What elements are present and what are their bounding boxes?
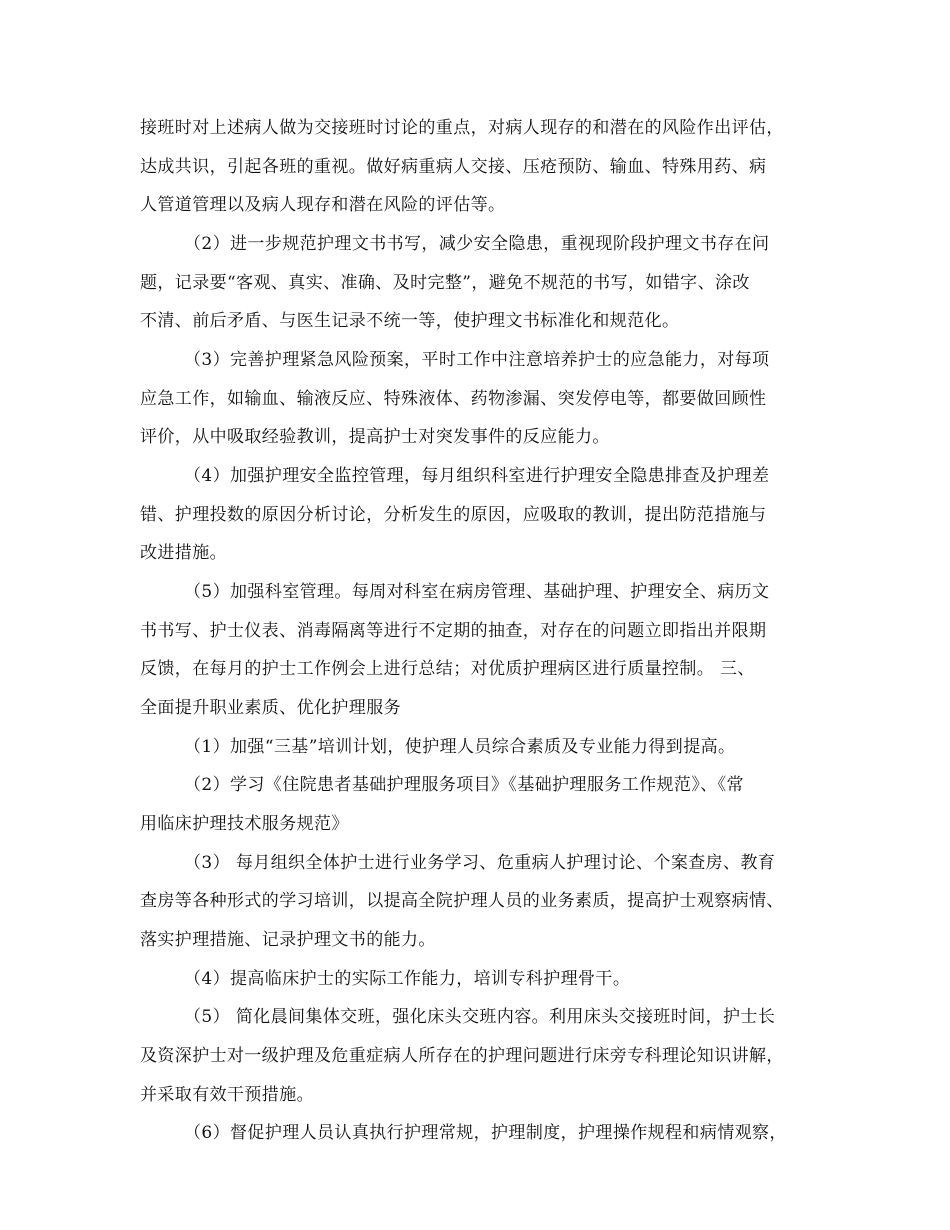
text-line: 改进措施。 [140,543,227,563]
paragraph-start-line: （2）学习《住院患者基础护理服务项目》《基础护理服务工作规范》、《常 [184,775,744,795]
paragraph-start-line: （2）进一步规范护理文书书写，减少安全隐患，重视现阶段护理文书存在问 [184,234,770,254]
paragraph-start-line: （1）加强“三基”培训计划，使护理人员综合素质及专业能力得到提高。 [184,737,736,757]
text-line: 人管道管理以及病人现存和潜在风险的评估等。 [140,195,506,215]
text-line: 查房等各种形式的学习培训，以提高全院护理人员的业务素质，提高护士观察病情、 [140,891,784,911]
paragraph-start-line: （4）提高临床护士的实际工作能力，培训专科护理骨干。 [184,969,631,989]
text-line: 及资深护士对一级护理及危重症病人所存在的护理问题进行床旁专科理论知识讲解， [140,1046,784,1066]
text-line: 达成共识，引起各班的重视。做好病重病人交接、压疮预防、输血、特殊用药、病 [140,157,767,177]
text-line: 不清、前后矛盾、与医生记录不统一等，使护理文书标准化和规范化。 [140,311,680,331]
text-line: 并采取有效干预措施。 [140,1085,314,1105]
paragraph-start-line: （3）完善护理紧急风险预案，平时工作中注意培养护士的应急能力，对每项 [184,350,770,370]
text-line: 用临床护理技术服务规范》 [140,814,349,834]
paragraph-start-line: （5） 简化晨间集体交班，强化床头交班内容。利用床头交接班时间，护士长 [184,1007,776,1027]
text-line: 反馈，在每月的护士工作例会上进行总结；对优质护理病区进行质量控制。 三、 [140,659,755,679]
text-line: 错、护理投数的原因分析讨论，分析发生的原因，应吸取的教训，提出防范措施与 [140,505,767,525]
section-heading-line: 全面提升职业素质、优化护理服务 [140,698,401,718]
paragraph-start-line: （4）加强护理安全监控管理，每月组织科室进行护理安全隐患排查及护理差 [184,466,770,486]
text-line: 题，记录要“客观、真实、准确、及时完整”，避免不规范的书写，如错字、涂改 [140,273,750,293]
paragraph-start-line: （5）加强科室管理。每周对科室在病房管理、基础护理、护理安全、病历文 [184,582,770,602]
paragraph-start-line: （3） 每月组织全体护士进行业务学习、危重病人护理讨论、个案查房、教育 [184,853,776,873]
text-line: 评价，从中吸取经验教训，提高护士对突发事件的反应能力。 [140,427,610,447]
text-line: 应急工作，如输血、输液反应、特殊液体、药物渗漏、突发停电等，都要做回顾性 [140,389,767,409]
text-line: 落实护理措施、记录护理文书的能力。 [140,930,436,950]
text-line: 接班时对上述病人做为交接班时讨论的重点，对病人现存的和潜在的风险作出评估， [140,118,784,138]
text-line: 书书写、护士仪表、消毒隔离等进行不定期的抽查，对存在的问题立即指出并限期 [140,621,767,641]
paragraph-start-line: （6）督促护理人员认真执行护理常规，护理制度，护理操作规程和病情观察， [184,1123,787,1143]
